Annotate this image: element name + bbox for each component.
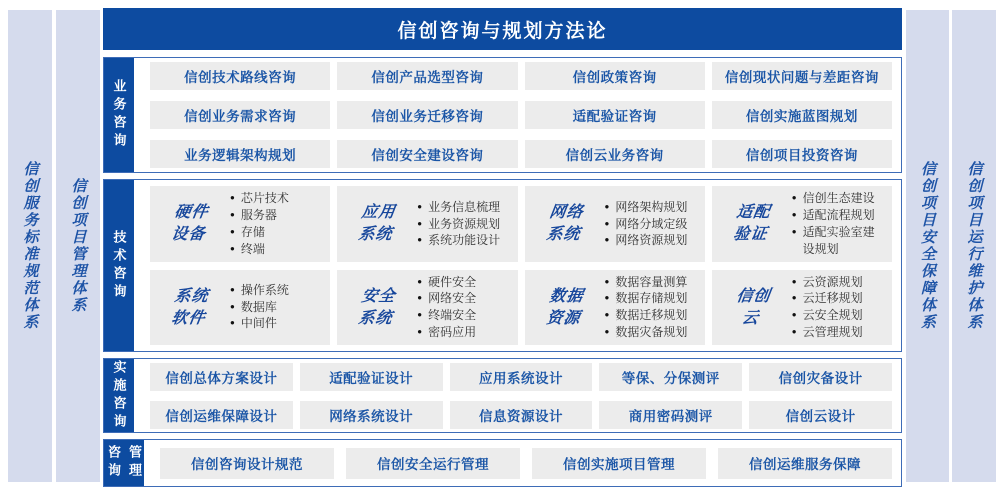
bullet-text: 网络资源规划 (615, 233, 688, 248)
bullet-icon: ● (417, 201, 423, 211)
bullet-text: 数据库 (240, 299, 277, 314)
tech-cell (525, 270, 705, 345)
bullet-icon: ● (791, 293, 797, 303)
tech-cell (337, 270, 517, 345)
consult-box: 等保、分保测评 (599, 363, 742, 391)
bullet-item (605, 307, 699, 324)
tech-bullet-list (792, 274, 886, 341)
consult-box: 信创安全运行管理 (346, 448, 520, 479)
section-label-text: 咨询 (106, 445, 121, 481)
bullet-icon: ● (791, 276, 797, 286)
tech-cell-title: 应用 系统 (357, 204, 398, 243)
tech-cell-title: 安全 系统 (357, 287, 398, 327)
bullet-item (230, 282, 324, 299)
pillar-service-standard-label: 信创服务标准规范体系 (21, 161, 39, 331)
bullet-text: 终端 (240, 241, 265, 256)
tech-bullet-list (605, 199, 699, 249)
bullet-icon: ● (604, 218, 610, 228)
bullet-item (792, 324, 886, 341)
bullet-text: 数据存储规划 (615, 291, 688, 306)
bullet-text: 中间件 (240, 316, 277, 331)
bullet-text: 网络安全 (428, 291, 477, 306)
section-management-content (144, 440, 901, 486)
methodology-title-bar (103, 8, 902, 50)
tech-bullet-list (605, 274, 699, 341)
bullet-text: 硬件安全 (428, 274, 477, 289)
bullet-icon: ● (604, 276, 610, 286)
bullet-text: 操作系统 (240, 282, 289, 297)
bullet-icon: ● (230, 318, 235, 328)
bullet-item (230, 315, 324, 332)
bullet-text: 云迁移规划 (802, 291, 863, 306)
bullet-item (792, 224, 886, 258)
bullet-icon: ● (417, 293, 423, 303)
pillar-security-assurance-system (906, 10, 949, 482)
tech-cell-title: 网络 系统 (544, 204, 585, 243)
bullet-text: 终端安全 (428, 308, 477, 323)
consult-box: 适配验证咨询 (525, 101, 705, 129)
bullet-item (230, 207, 324, 224)
tech-cell-title: 适配 验证 (732, 204, 772, 243)
pillar-project-management-label: 信创项目管理体系 (69, 178, 87, 314)
tech-cell-title: 信创 云 (735, 287, 772, 327)
bullet-item (230, 299, 324, 316)
consult-box: 信创咨询设计规范 (160, 448, 334, 479)
pillar-service-standard-system (8, 10, 52, 482)
tech-cell (150, 186, 330, 261)
bullet-item (792, 207, 886, 224)
section-tech-content (134, 180, 901, 351)
bullet-icon: ● (417, 235, 423, 245)
consult-box: 信创政策咨询 (525, 62, 705, 90)
bullet-text: 网络分域定级 (615, 216, 688, 231)
bullet-icon: ● (791, 193, 797, 203)
bullet-text: 服务器 (240, 208, 277, 223)
tech-cell (337, 186, 517, 261)
bullet-text: 云管理规划 (802, 324, 863, 339)
bullet-icon: ● (791, 226, 797, 236)
section-management-label (104, 440, 144, 486)
consult-box: 信创总体方案设计 (150, 363, 293, 391)
pillar-operation-maintenance-label: 信创项目运行维护体系 (965, 161, 983, 331)
bullet-text: 信创生态建设 (802, 191, 875, 206)
bullet-text: 云安全规划 (802, 308, 863, 323)
consult-box: 信创业务需求咨询 (150, 101, 330, 129)
consult-box: 信创安全建设咨询 (337, 140, 517, 168)
consult-box: 业务逻辑架构规划 (150, 140, 330, 168)
bullet-item (230, 241, 324, 258)
bullet-text: 适配实验室建设规划 (802, 224, 875, 256)
bullet-icon: ● (230, 210, 235, 220)
bullet-item (417, 199, 511, 216)
section-label-text: 技术咨询 (111, 229, 127, 302)
bullet-icon: ● (791, 326, 797, 336)
bullet-item (230, 190, 324, 207)
consult-box: 商用密码测评 (599, 401, 742, 429)
main-framework (103, 8, 902, 493)
bullet-item (792, 290, 886, 307)
bullet-item (605, 232, 699, 249)
bullet-item (417, 232, 511, 249)
tech-cell (150, 270, 330, 345)
bullet-text: 数据容量测算 (615, 274, 688, 289)
bullet-text: 云资源规划 (802, 274, 863, 289)
section-tech-consulting (103, 179, 902, 352)
bullet-text: 业务信息梳理 (428, 199, 501, 214)
consult-box: 信创运维服务保障 (718, 448, 892, 479)
tech-cell (712, 270, 892, 345)
bullet-text: 适配流程规划 (802, 208, 875, 223)
consult-box: 信创项目投资咨询 (712, 140, 892, 168)
tech-cell (712, 186, 892, 261)
bullet-item (792, 190, 886, 207)
tech-bullet-list (230, 190, 324, 257)
consult-box: 信息资源设计 (450, 401, 593, 429)
bullet-icon: ● (604, 201, 610, 211)
consult-box: 信创实施项目管理 (532, 448, 706, 479)
section-label-text: 业务咨询 (111, 79, 127, 151)
bullet-icon: ● (417, 218, 423, 228)
tech-bullet-list (417, 199, 511, 249)
section-implementation-label (104, 359, 134, 432)
section-consulting-management (103, 439, 902, 487)
section-label-text: 实施咨询 (111, 359, 127, 432)
bullet-text: 系统功能设计 (428, 233, 501, 248)
section-tech-label (104, 180, 134, 351)
bullet-icon: ● (604, 293, 610, 303)
bullet-item (605, 199, 699, 216)
bullet-icon: ● (230, 193, 235, 203)
consult-box: 信创业务迁移咨询 (337, 101, 517, 129)
consult-box: 信创现状问题与差距咨询 (712, 62, 892, 90)
consult-box: 应用系统设计 (450, 363, 593, 391)
bullet-item (417, 274, 511, 291)
consult-box: 信创云设计 (749, 401, 892, 429)
consult-box: 信创灾备设计 (749, 363, 892, 391)
consult-box: 网络系统设计 (300, 401, 443, 429)
bullet-item (230, 224, 324, 241)
section-implementation-consulting (103, 358, 902, 433)
consult-box: 信创云业务咨询 (525, 140, 705, 168)
bullet-icon: ● (230, 301, 235, 311)
consult-box: 信创技术路线咨询 (150, 62, 330, 90)
bullet-item (417, 324, 511, 341)
bullet-item (792, 274, 886, 291)
bullet-item (605, 324, 699, 341)
bullet-icon: ● (230, 226, 235, 236)
section-business-content (134, 58, 901, 172)
methodology-title: 信创咨询与规划方法论 (397, 20, 608, 42)
bullet-icon: ● (791, 210, 797, 220)
tech-cell-title: 硬件 设备 (170, 204, 210, 243)
section-implementation-content (134, 359, 901, 432)
tech-cell-title: 数据 资源 (544, 287, 585, 327)
bullet-text: 存储 (240, 224, 265, 239)
tech-bullet-list (230, 282, 324, 332)
bullet-text: 网络架构规划 (615, 199, 688, 214)
consult-box: 信创运维保障设计 (150, 401, 293, 429)
bullet-item (417, 290, 511, 307)
consult-box: 信创实施蓝图规划 (712, 101, 892, 129)
tech-cell (525, 186, 705, 261)
pillar-security-assurance-label: 信创项目安全保障体系 (919, 161, 936, 331)
tech-cell-title: 系统 软件 (170, 287, 210, 327)
pillar-operation-maintenance-system (952, 10, 996, 482)
bullet-text: 芯片技术 (240, 191, 289, 206)
section-business-consulting (103, 57, 902, 173)
bullet-text: 数据灾备规划 (615, 324, 688, 339)
bullet-icon: ● (604, 235, 610, 245)
bullet-icon: ● (417, 326, 423, 336)
bullet-item (417, 307, 511, 324)
bullet-item (417, 216, 511, 233)
section-business-label (104, 58, 134, 172)
bullet-icon: ● (230, 284, 235, 294)
pillar-project-management-system (56, 10, 100, 482)
bullet-icon: ● (604, 326, 610, 336)
tech-bullet-list (792, 190, 886, 257)
bullet-icon: ● (417, 310, 423, 320)
consult-box: 信创产品选型咨询 (337, 62, 517, 90)
bullet-icon: ● (417, 276, 423, 286)
bullet-text: 数据迁移规划 (615, 308, 688, 323)
bullet-icon: ● (604, 310, 610, 320)
tech-bullet-list (417, 274, 511, 341)
bullet-item (605, 216, 699, 233)
bullet-icon: ● (791, 310, 797, 320)
bullet-text: 业务资源规划 (428, 216, 501, 231)
bullet-item (792, 307, 886, 324)
bullet-icon: ● (230, 243, 235, 253)
section-label-text: 管理 (127, 445, 142, 481)
bullet-item (605, 290, 699, 307)
bullet-item (605, 274, 699, 291)
bullet-text: 密码应用 (428, 324, 477, 339)
consult-box: 适配验证设计 (300, 363, 443, 391)
